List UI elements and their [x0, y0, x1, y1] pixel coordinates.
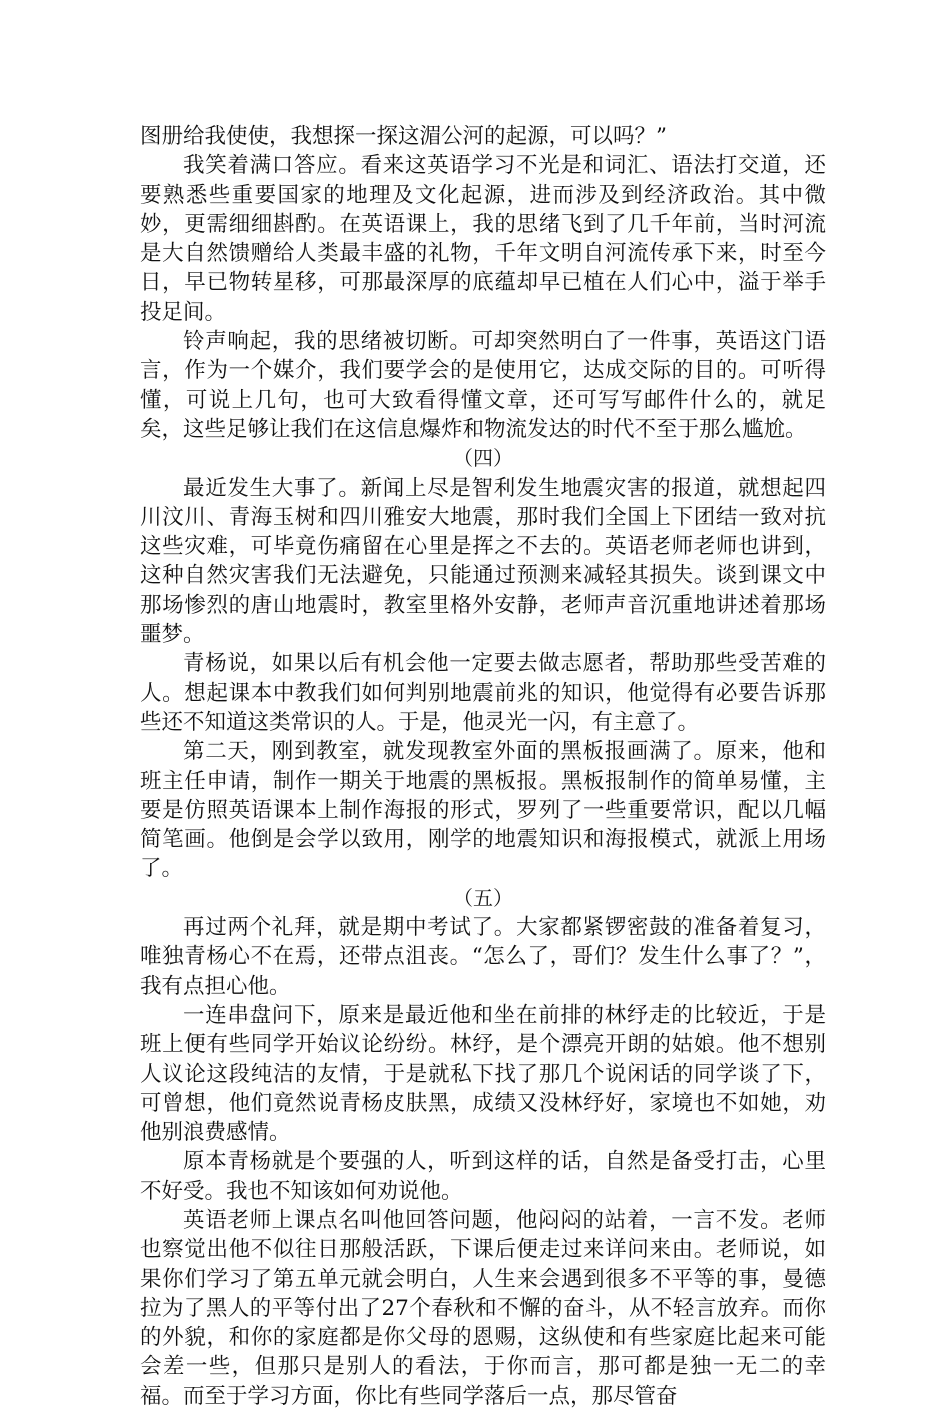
paragraph: 最近发生大事了。新闻上尽是智利发生地震灾害的报道，就想起四川汶川、青海玉树和四川雅安大地震，那时我们全国上下团结一致对抗这些灾难，可毕竟伤痛留在心里是挥之不去的。英语老师老师也讲到，这种自然灾害我们无法避免，只能通过预测来减轻其损失。谈到课文中那场惨烈的唐山地震时，教室里格外安静，老师声音沉重地讲述着那场噩梦。: [140, 475, 826, 648]
section-heading: （五）: [453, 885, 513, 910]
paragraph: 第二天，刚到教室，就发现教室外面的黑板报画满了。原来，他和班主任申请，制作一期关于地震的黑板报。黑板报制作的简单易懂，主要是仿照英语课本上制作海报的形式，罗列了一些重要常识，配以几幅简笔画。他倒是会学以致用，刚学的地震知识和海报模式，就派上用场了。: [140, 739, 826, 882]
paragraph: 再过两个礼拜，就是期中考试了。大家都紧锣密鼓的准备着复习，唯独青杨心不在焉，还带点沮丧。“怎么了，哥们？发生什么事了？”，我有点担心他。: [140, 915, 826, 999]
paragraph: 青杨说，如果以后有机会他一定要去做志愿者，帮助那些受苦难的人。想起课本中教我们如何判别地震前兆的知识，他觉得有必要告诉那些还不知道这类常识的人。于是，他灵光一闪，有主意了。: [140, 651, 826, 735]
paragraph: 铃声响起，我的思绪被切断。可却突然明白了一件事，英语这门语言，作为一个媒介，我们要学会的是使用它，达成交际的目的。可听得懂，可说上几句，也可大致看得懂文章，还可写写邮件什么的，就足矣，这些足够让我们在这信息爆炸和物流发达的时代不至于那么尴尬。: [140, 329, 826, 442]
paragraph: 我笑着满口答应。看来这英语学习不光是和词汇、语法打交道，还要熟悉些重要国家的地理及文化起源，进而涉及到经济政治。其中微妙，更需细细斟酌。在英语课上，我的思绪飞到了几千年前，当时河流是大自然馈赠给人类最丰盛的礼物，千年文明自河流传承下来，时至今日，早已物转星移，可那最深厚的底蕴却早已植在人们心中，溢于举手投足间。: [140, 153, 826, 325]
paragraph: 原本青杨就是个要强的人，听到这样的话，自然是备受打击，心里不好受。我也不知该如何劝说他。: [140, 1149, 826, 1204]
document-page: [140, 122, 826, 1411]
paragraph: 图册给我使使，我想探一探这湄公河的起源，可以吗？”: [140, 124, 667, 149]
paragraph: 一连串盘问下，原来是最近他和坐在前排的林纾走的比较近，于是班上便有些同学开始议论纷纷。林纾，是个漂亮开朗的姑娘。他不想别人议论这段纯洁的友情，于是就私下找了那几个说闲话的同学谈了下，可曾想，他们竟然说青杨皮肤黑，成绩又没林纾好，家境也不如她，劝他别浪费感情。: [140, 1002, 826, 1146]
paragraph: 英语老师上课点名叫他回答问题，他闷闷的站着，一言不发。老师也察觉出他不似往日那般活跃，下课后便走过来详问来由。老师说，如果你们学习了第五单元就会明白，人生来会遇到很多不平等的事，曼德拉为了黑人的平等付出了27个春秋和不懈的奋斗，从不轻言放弃。而你的外貌，和你的家庭都是你父母的恩赐，这纵使和有些家庭比起来可能会差一些，但那只是别人的看法，于你而言，那可都是独一无二的幸福。而至于学习方面，你比有些同学落后一点，那尽管奋: [140, 1207, 826, 1409]
section-heading: （四）: [453, 446, 513, 471]
